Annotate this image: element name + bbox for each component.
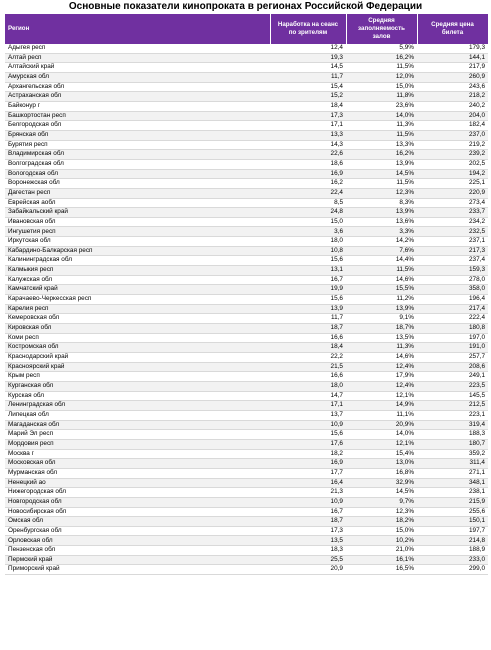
table-row bbox=[5, 246, 488, 256]
occupancy-cell: 14,9% bbox=[346, 401, 417, 411]
ticket-price-cell: 243,6 bbox=[417, 82, 488, 92]
viewers-per-session-cell: 20,9 bbox=[270, 565, 346, 575]
regions-table bbox=[5, 14, 489, 575]
table-row bbox=[5, 517, 488, 527]
column-header-region: Регион bbox=[5, 14, 270, 44]
ticket-price-cell: 273,4 bbox=[417, 198, 488, 208]
ticket-price-cell: 204,0 bbox=[417, 111, 488, 121]
table-row bbox=[5, 82, 488, 92]
region-cell: Ингушетия респ bbox=[5, 227, 270, 237]
viewers-per-session-cell: 12,4 bbox=[270, 44, 346, 53]
region-cell: Бурятия респ bbox=[5, 140, 270, 150]
viewers-per-session-cell: 15,6 bbox=[270, 295, 346, 305]
viewers-per-session-cell: 16,6 bbox=[270, 333, 346, 343]
region-cell: Алтай респ bbox=[5, 53, 270, 63]
viewers-per-session-cell: 13,7 bbox=[270, 410, 346, 420]
viewers-per-session-cell: 16,7 bbox=[270, 507, 346, 517]
ticket-price-cell: 208,6 bbox=[417, 362, 488, 372]
table-body bbox=[5, 44, 488, 575]
region-cell: Новгородская обл bbox=[5, 497, 270, 507]
viewers-per-session-cell: 18,0 bbox=[270, 381, 346, 391]
table-row bbox=[5, 372, 488, 382]
viewers-per-session-cell: 10,9 bbox=[270, 497, 346, 507]
viewers-per-session-cell: 19,9 bbox=[270, 285, 346, 295]
occupancy-cell: 11,2% bbox=[346, 295, 417, 305]
occupancy-cell: 14,5% bbox=[346, 169, 417, 179]
table-row bbox=[5, 324, 488, 334]
viewers-per-session-cell: 15,6 bbox=[270, 430, 346, 440]
region-cell: Нижегородская обл bbox=[5, 488, 270, 498]
table-row bbox=[5, 198, 488, 208]
viewers-per-session-cell: 8,5 bbox=[270, 198, 346, 208]
region-cell: Пермский край bbox=[5, 555, 270, 565]
occupancy-cell: 20,9% bbox=[346, 420, 417, 430]
occupancy-cell: 10,2% bbox=[346, 536, 417, 546]
occupancy-cell: 7,6% bbox=[346, 246, 417, 256]
table-row bbox=[5, 381, 488, 391]
ticket-price-cell: 223,1 bbox=[417, 410, 488, 420]
table-row bbox=[5, 555, 488, 565]
ticket-price-cell: 180,8 bbox=[417, 324, 488, 334]
viewers-per-session-cell: 15,0 bbox=[270, 217, 346, 227]
viewers-per-session-cell: 18,4 bbox=[270, 101, 346, 111]
ticket-price-cell: 257,7 bbox=[417, 353, 488, 363]
ticket-price-cell: 179,3 bbox=[417, 44, 488, 53]
occupancy-cell: 12,0% bbox=[346, 72, 417, 82]
region-cell: Волгоградская обл bbox=[5, 159, 270, 169]
ticket-price-cell: 180,7 bbox=[417, 439, 488, 449]
ticket-price-cell: 217,9 bbox=[417, 63, 488, 73]
table-row bbox=[5, 53, 488, 63]
viewers-per-session-cell: 18,4 bbox=[270, 343, 346, 353]
table-row bbox=[5, 179, 488, 189]
viewers-per-session-cell: 18,6 bbox=[270, 159, 346, 169]
ticket-price-cell: 197,0 bbox=[417, 333, 488, 343]
ticket-price-cell: 233,7 bbox=[417, 208, 488, 218]
region-cell: Пензенская обл bbox=[5, 546, 270, 556]
occupancy-cell: 32,9% bbox=[346, 478, 417, 488]
ticket-price-cell: 237,4 bbox=[417, 256, 488, 266]
ticket-price-cell: 358,0 bbox=[417, 285, 488, 295]
ticket-price-cell: 150,1 bbox=[417, 517, 488, 527]
viewers-per-session-cell: 13,1 bbox=[270, 266, 346, 276]
viewers-per-session-cell: 17,1 bbox=[270, 401, 346, 411]
table-row bbox=[5, 227, 488, 237]
occupancy-cell: 13,6% bbox=[346, 217, 417, 227]
viewers-per-session-cell: 19,3 bbox=[270, 53, 346, 63]
viewers-per-session-cell: 16,4 bbox=[270, 478, 346, 488]
column-header-occupancy: Средняя заполняемость залов bbox=[346, 14, 417, 44]
region-cell: Брянская обл bbox=[5, 130, 270, 140]
table-row bbox=[5, 169, 488, 179]
region-cell: Крым респ bbox=[5, 372, 270, 382]
table-row bbox=[5, 478, 488, 488]
occupancy-cell: 21,0% bbox=[346, 546, 417, 556]
ticket-price-cell: 191,0 bbox=[417, 343, 488, 353]
ticket-price-cell: 159,3 bbox=[417, 266, 488, 276]
region-cell: Байконур г bbox=[5, 101, 270, 111]
viewers-per-session-cell: 3,6 bbox=[270, 227, 346, 237]
occupancy-cell: 11,3% bbox=[346, 121, 417, 131]
region-cell: Еврейская аобл bbox=[5, 198, 270, 208]
region-cell: Марий Эл респ bbox=[5, 430, 270, 440]
occupancy-cell: 11,5% bbox=[346, 266, 417, 276]
region-cell: Астраханская обл bbox=[5, 92, 270, 102]
region-cell: Алтайский край bbox=[5, 63, 270, 73]
region-cell: Калининградская обл bbox=[5, 256, 270, 266]
table-row bbox=[5, 468, 488, 478]
region-cell: Омская обл bbox=[5, 517, 270, 527]
ticket-price-cell: 348,1 bbox=[417, 478, 488, 488]
viewers-per-session-cell: 15,6 bbox=[270, 256, 346, 266]
occupancy-cell: 23,6% bbox=[346, 101, 417, 111]
occupancy-cell: 15,0% bbox=[346, 82, 417, 92]
ticket-price-cell: 145,5 bbox=[417, 391, 488, 401]
table-row bbox=[5, 188, 488, 198]
occupancy-cell: 12,4% bbox=[346, 362, 417, 372]
region-cell: Белгородская обл bbox=[5, 121, 270, 131]
occupancy-cell: 5,9% bbox=[346, 44, 417, 53]
table-row bbox=[5, 333, 488, 343]
occupancy-cell: 8,3% bbox=[346, 198, 417, 208]
viewers-per-session-cell: 10,8 bbox=[270, 246, 346, 256]
table-row bbox=[5, 343, 488, 353]
occupancy-cell: 11,5% bbox=[346, 63, 417, 73]
table-row bbox=[5, 410, 488, 420]
occupancy-cell: 14,5% bbox=[346, 488, 417, 498]
region-cell: Калмыкия респ bbox=[5, 266, 270, 276]
occupancy-cell: 14,0% bbox=[346, 111, 417, 121]
viewers-per-session-cell: 22,4 bbox=[270, 188, 346, 198]
ticket-price-cell: 233,0 bbox=[417, 555, 488, 565]
table-row bbox=[5, 449, 488, 459]
viewers-per-session-cell: 17,7 bbox=[270, 468, 346, 478]
region-cell: Иркутская обл bbox=[5, 237, 270, 247]
viewers-per-session-cell: 16,6 bbox=[270, 372, 346, 382]
ticket-price-cell: 232,5 bbox=[417, 227, 488, 237]
occupancy-cell: 13,9% bbox=[346, 208, 417, 218]
region-cell: Приморский край bbox=[5, 565, 270, 575]
viewers-per-session-cell: 21,5 bbox=[270, 362, 346, 372]
occupancy-cell: 16,2% bbox=[346, 150, 417, 160]
region-cell: Башкортостан респ bbox=[5, 111, 270, 121]
region-cell: Камчатский край bbox=[5, 285, 270, 295]
ticket-price-cell: 240,2 bbox=[417, 101, 488, 111]
table-row bbox=[5, 130, 488, 140]
ticket-price-cell: 188,9 bbox=[417, 546, 488, 556]
region-cell: Забайкальский край bbox=[5, 208, 270, 218]
occupancy-cell: 13,0% bbox=[346, 459, 417, 469]
ticket-price-cell: 196,4 bbox=[417, 295, 488, 305]
occupancy-cell: 12,1% bbox=[346, 391, 417, 401]
table-row bbox=[5, 565, 488, 575]
table-row bbox=[5, 401, 488, 411]
ticket-price-cell: 239,2 bbox=[417, 150, 488, 160]
region-cell: Московская обл bbox=[5, 459, 270, 469]
table-row bbox=[5, 266, 488, 276]
region-cell: Костромская обл bbox=[5, 343, 270, 353]
table-row bbox=[5, 304, 488, 314]
ticket-price-cell: 217,3 bbox=[417, 246, 488, 256]
table-row bbox=[5, 72, 488, 82]
region-cell: Адыгея респ bbox=[5, 44, 270, 53]
occupancy-cell: 14,6% bbox=[346, 275, 417, 285]
occupancy-cell: 13,9% bbox=[346, 159, 417, 169]
region-cell: Краснодарский край bbox=[5, 353, 270, 363]
occupancy-cell: 12,4% bbox=[346, 381, 417, 391]
ticket-price-cell: 311,4 bbox=[417, 459, 488, 469]
ticket-price-cell: 214,8 bbox=[417, 536, 488, 546]
ticket-price-cell: 359,2 bbox=[417, 449, 488, 459]
viewers-per-session-cell: 18,3 bbox=[270, 546, 346, 556]
viewers-per-session-cell: 13,3 bbox=[270, 130, 346, 140]
occupancy-cell: 13,9% bbox=[346, 304, 417, 314]
column-header-viewers-per-session: Наработка на сеанс по зрителям bbox=[270, 14, 346, 44]
viewers-per-session-cell: 11,7 bbox=[270, 314, 346, 324]
table-row bbox=[5, 391, 488, 401]
occupancy-cell: 18,2% bbox=[346, 517, 417, 527]
table-row bbox=[5, 275, 488, 285]
ticket-price-cell: 197,7 bbox=[417, 526, 488, 536]
ticket-price-cell: 234,2 bbox=[417, 217, 488, 227]
occupancy-cell: 14,6% bbox=[346, 353, 417, 363]
occupancy-cell: 16,2% bbox=[346, 53, 417, 63]
occupancy-cell: 18,7% bbox=[346, 324, 417, 334]
occupancy-cell: 16,1% bbox=[346, 555, 417, 565]
ticket-price-cell: 260,9 bbox=[417, 72, 488, 82]
page-title: Основные показатели кинопроката в регионах Российской Федерации bbox=[68, 1, 423, 12]
table-row bbox=[5, 430, 488, 440]
region-cell: Воронежская обл bbox=[5, 179, 270, 189]
ticket-price-cell: 249,1 bbox=[417, 372, 488, 382]
ticket-price-cell: 222,4 bbox=[417, 314, 488, 324]
occupancy-cell: 14,4% bbox=[346, 256, 417, 266]
viewers-per-session-cell: 14,5 bbox=[270, 63, 346, 73]
region-cell: Красноярский край bbox=[5, 362, 270, 372]
region-cell: Орловская обл bbox=[5, 536, 270, 546]
table-row bbox=[5, 420, 488, 430]
ticket-price-cell: 255,6 bbox=[417, 507, 488, 517]
table-row bbox=[5, 150, 488, 160]
occupancy-cell: 15,4% bbox=[346, 449, 417, 459]
viewers-per-session-cell: 18,7 bbox=[270, 324, 346, 334]
viewers-per-session-cell: 24,8 bbox=[270, 208, 346, 218]
occupancy-cell: 16,8% bbox=[346, 468, 417, 478]
region-cell: Оренбургская обл bbox=[5, 526, 270, 536]
table-row bbox=[5, 497, 488, 507]
ticket-price-cell: 278,0 bbox=[417, 275, 488, 285]
ticket-price-cell: 238,1 bbox=[417, 488, 488, 498]
occupancy-cell: 17,9% bbox=[346, 372, 417, 382]
region-cell: Архангельская обл bbox=[5, 82, 270, 92]
viewers-per-session-cell: 15,2 bbox=[270, 92, 346, 102]
table-row bbox=[5, 208, 488, 218]
viewers-per-session-cell: 18,2 bbox=[270, 449, 346, 459]
region-cell: Курганская обл bbox=[5, 381, 270, 391]
table-row bbox=[5, 314, 488, 324]
table-row bbox=[5, 526, 488, 536]
table-row bbox=[5, 92, 488, 102]
viewers-per-session-cell: 16,7 bbox=[270, 275, 346, 285]
region-cell: Мурманская обл bbox=[5, 468, 270, 478]
occupancy-cell: 12,1% bbox=[346, 439, 417, 449]
region-cell: Ивановская обл bbox=[5, 217, 270, 227]
table-header-row bbox=[5, 14, 488, 44]
region-cell: Дагестан респ bbox=[5, 188, 270, 198]
viewers-per-session-cell: 17,3 bbox=[270, 111, 346, 121]
viewers-per-session-cell: 17,6 bbox=[270, 439, 346, 449]
viewers-per-session-cell: 17,3 bbox=[270, 526, 346, 536]
viewers-per-session-cell: 13,9 bbox=[270, 304, 346, 314]
region-cell: Новосибирская обл bbox=[5, 507, 270, 517]
viewers-per-session-cell: 10,9 bbox=[270, 420, 346, 430]
occupancy-cell: 12,3% bbox=[346, 507, 417, 517]
column-header-ticket-price: Средняя цена билета bbox=[417, 14, 488, 44]
occupancy-cell: 9,7% bbox=[346, 497, 417, 507]
table-row bbox=[5, 507, 488, 517]
ticket-price-cell: 225,1 bbox=[417, 179, 488, 189]
occupancy-cell: 16,5% bbox=[346, 565, 417, 575]
table-row bbox=[5, 111, 488, 121]
region-cell: Кировская обл bbox=[5, 324, 270, 334]
ticket-price-cell: 202,5 bbox=[417, 159, 488, 169]
table-row bbox=[5, 121, 488, 131]
region-cell: Калужская обл bbox=[5, 275, 270, 285]
ticket-price-cell: 217,4 bbox=[417, 304, 488, 314]
viewers-per-session-cell: 13,5 bbox=[270, 536, 346, 546]
table-row bbox=[5, 63, 488, 73]
viewers-per-session-cell: 11,7 bbox=[270, 72, 346, 82]
occupancy-cell: 14,0% bbox=[346, 430, 417, 440]
region-cell: Москва г bbox=[5, 449, 270, 459]
occupancy-cell: 13,3% bbox=[346, 140, 417, 150]
occupancy-cell: 12,3% bbox=[346, 188, 417, 198]
table-row bbox=[5, 159, 488, 169]
occupancy-cell: 11,5% bbox=[346, 130, 417, 140]
region-cell: Мордовия респ bbox=[5, 439, 270, 449]
table-row bbox=[5, 536, 488, 546]
region-cell: Липецкая обл bbox=[5, 410, 270, 420]
ticket-price-cell: 299,0 bbox=[417, 565, 488, 575]
table-row bbox=[5, 546, 488, 556]
table-row bbox=[5, 439, 488, 449]
region-cell: Вологодская обл bbox=[5, 169, 270, 179]
table-row bbox=[5, 295, 488, 305]
region-cell: Кабардино-Балкарская респ bbox=[5, 246, 270, 256]
viewers-per-session-cell: 15,4 bbox=[270, 82, 346, 92]
ticket-price-cell: 188,3 bbox=[417, 430, 488, 440]
ticket-price-cell: 144,1 bbox=[417, 53, 488, 63]
viewers-per-session-cell: 16,9 bbox=[270, 459, 346, 469]
table-row bbox=[5, 140, 488, 150]
ticket-price-cell: 219,2 bbox=[417, 140, 488, 150]
viewers-per-session-cell: 22,6 bbox=[270, 150, 346, 160]
ticket-price-cell: 215,9 bbox=[417, 497, 488, 507]
ticket-price-cell: 194,2 bbox=[417, 169, 488, 179]
viewers-per-session-cell: 18,7 bbox=[270, 517, 346, 527]
occupancy-cell: 11,3% bbox=[346, 343, 417, 353]
viewers-per-session-cell: 14,7 bbox=[270, 391, 346, 401]
ticket-price-cell: 223,5 bbox=[417, 381, 488, 391]
ticket-price-cell: 319,4 bbox=[417, 420, 488, 430]
viewers-per-session-cell: 18,0 bbox=[270, 237, 346, 247]
occupancy-cell: 3,3% bbox=[346, 227, 417, 237]
table-row bbox=[5, 256, 488, 266]
viewers-per-session-cell: 25,5 bbox=[270, 555, 346, 565]
table-row bbox=[5, 459, 488, 469]
table-row bbox=[5, 101, 488, 111]
ticket-price-cell: 271,1 bbox=[417, 468, 488, 478]
region-cell: Амурская обл bbox=[5, 72, 270, 82]
ticket-price-cell: 212,5 bbox=[417, 401, 488, 411]
occupancy-cell: 11,1% bbox=[346, 410, 417, 420]
occupancy-cell: 11,5% bbox=[346, 179, 417, 189]
viewers-per-session-cell: 21,3 bbox=[270, 488, 346, 498]
viewers-per-session-cell: 22,2 bbox=[270, 353, 346, 363]
table-row bbox=[5, 285, 488, 295]
viewers-per-session-cell: 16,9 bbox=[270, 169, 346, 179]
ticket-price-cell: 182,4 bbox=[417, 121, 488, 131]
table-row bbox=[5, 44, 488, 53]
occupancy-cell: 15,5% bbox=[346, 285, 417, 295]
occupancy-cell: 13,5% bbox=[346, 333, 417, 343]
occupancy-cell: 11,8% bbox=[346, 92, 417, 102]
table-row bbox=[5, 362, 488, 372]
region-cell: Магаданская обл bbox=[5, 420, 270, 430]
viewers-per-session-cell: 14,3 bbox=[270, 140, 346, 150]
ticket-price-cell: 237,0 bbox=[417, 130, 488, 140]
table-row bbox=[5, 237, 488, 247]
table-row bbox=[5, 217, 488, 227]
occupancy-cell: 9,1% bbox=[346, 314, 417, 324]
table-row bbox=[5, 488, 488, 498]
ticket-price-cell: 220,9 bbox=[417, 188, 488, 198]
region-cell: Карелия респ bbox=[5, 304, 270, 314]
occupancy-cell: 15,0% bbox=[346, 526, 417, 536]
ticket-price-cell: 218,2 bbox=[417, 92, 488, 102]
viewers-per-session-cell: 16,2 bbox=[270, 179, 346, 189]
occupancy-cell: 14,2% bbox=[346, 237, 417, 247]
region-cell: Кемеровская обл bbox=[5, 314, 270, 324]
region-cell: Ленинградская обл bbox=[5, 401, 270, 411]
region-cell: Карачаево-Черкесская респ bbox=[5, 295, 270, 305]
region-cell: Ненецкий ао bbox=[5, 478, 270, 488]
region-cell: Курская обл bbox=[5, 391, 270, 401]
region-cell: Коми респ bbox=[5, 333, 270, 343]
table-row bbox=[5, 353, 488, 363]
ticket-price-cell: 237,1 bbox=[417, 237, 488, 247]
viewers-per-session-cell: 17,1 bbox=[270, 121, 346, 131]
region-cell: Владимирская обл bbox=[5, 150, 270, 160]
